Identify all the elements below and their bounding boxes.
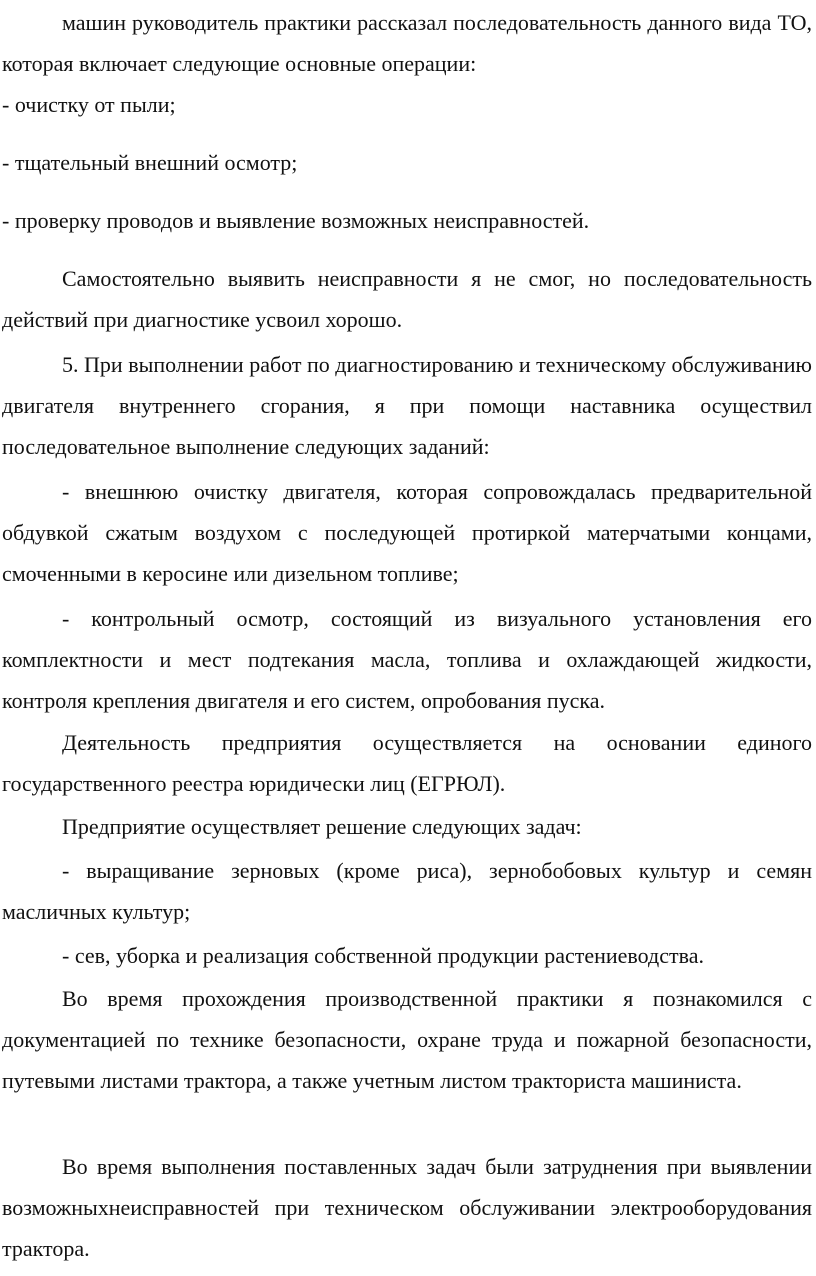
list-item-wire-check: - проверку проводов и выявление возможных неисправностей. [2, 208, 590, 233]
paragraph-10: Предприятие осуществляет решение следующих задач: [62, 814, 582, 839]
paragraph-11: - выращивание зерновых (кроме риса), зернобобовых культур и семян масличных культур; [2, 858, 812, 924]
paragraph-7: - внешнюю очистку двигателя, которая сопровождалась предварительной обдувкой сжатым воздухом с последующей протиркой матерчатыми концами, смоченными в керосине или дизельном топливе; [2, 479, 812, 586]
paragraph-8: - контрольный осмотр, состоящий из визуального установления его комплектности и мест подтекания масла, топлива и охлаждающей жидкости, контроля крепления двигателя и его систем, опробования пуска. [2, 606, 812, 713]
list-item-external-inspection: - тщательный внешний осмотр; [2, 150, 298, 175]
paragraph-9: Деятельность предприятия осуществляется на основании единого государственного реестра юридически лиц (ЕГРЮЛ). [2, 730, 812, 796]
paragraph-1: машин руководитель практики рассказал последовательность данного вида ТО, которая включает следующие основные операции: [2, 10, 812, 76]
paragraph-14: Во время выполнения поставленных задач были затруднения при выявлении возможныхнеисправностей при техническом обслуживании электрооборудования трактора. [2, 1154, 812, 1261]
paragraph-5: Самостоятельно выявить неисправности я не смог, но последовательность действий при диагностике усвоил хорошо. [2, 266, 812, 332]
paragraph-12: - сев, уборка и реализация собственной продукции растениеводства. [62, 943, 704, 968]
paragraph-13: Во время прохождения производственной практики я познакомился с документацией по технике безопасности, охране труда и пожарной безопасности, путевыми листами трактора, а также учетным листом тракториста машиниста. [2, 986, 812, 1093]
list-item-dust-cleaning: - очистку от пыли; [2, 92, 176, 117]
paragraph-6: 5. При выполнении работ по диагностированию и техническому обслуживанию двигателя внутреннего сгорания, я при помощи наставника осуществил последовательное выполнение следующих заданий: [2, 352, 812, 459]
